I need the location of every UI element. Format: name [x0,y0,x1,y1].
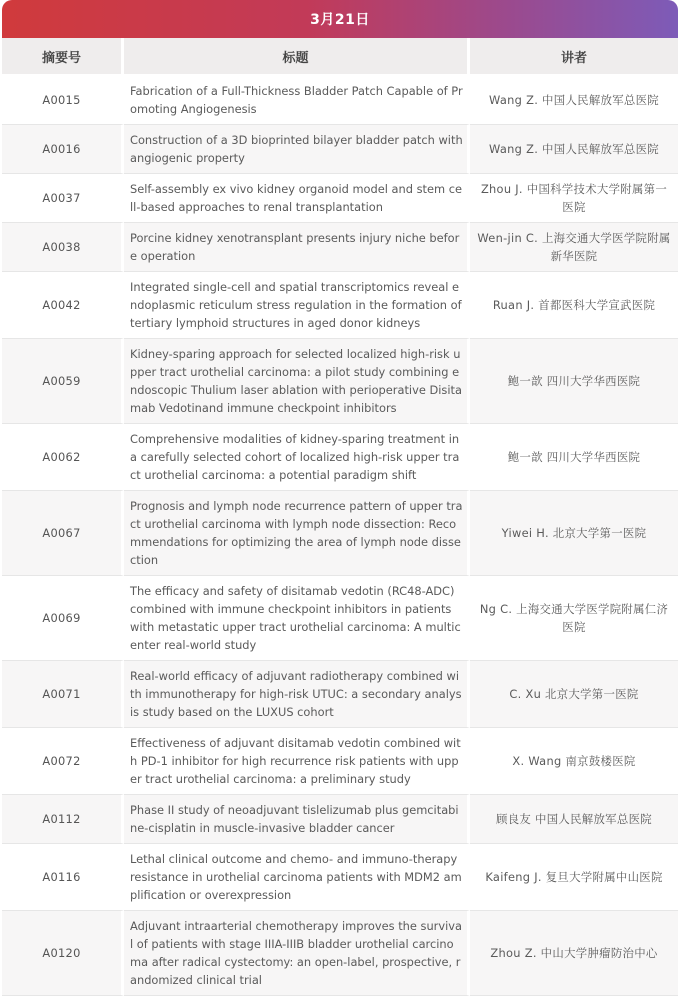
header-row [2,38,678,76]
title-cell: Lethal clinical outcome and chemo- and immuno-therapy resistance in urothelial carcinoma patients with MDM2 amplification or overexpression [124,844,470,911]
speaker-cell: Wang Z. 中国人民解放军总医院 [470,76,678,125]
abstract-id-cell: A0112 [2,795,124,844]
table-row [2,125,678,174]
speaker-cell: Zhou J. 中国科学技术大学附属第一医院 [470,174,678,223]
speaker-cell: Wen-jin C. 上海交通大学医学院附属新华医院 [470,223,678,272]
speaker-cell: Wang Z. 中国人民解放军总医院 [470,125,678,174]
speaker-cell: C. Xu 北京大学第一医院 [470,661,678,728]
title-cell: Adjuvant intraarterial chemotherapy improves the survival of patients with stage IIIA-IIIB bladder urothelial carcinoma after radical cystectomy: an open-label, prospective, randomized clinical trial [124,911,470,996]
abstract-id-cell: A0067 [2,491,124,576]
title-cell: Self-assembly ex vivo kidney organoid model and stem cell-based approaches to renal transplantation [124,174,470,223]
abstract-id-cell: A0071 [2,661,124,728]
table-body [2,76,678,996]
speaker-cell: X. Wang 南京鼓楼医院 [470,728,678,795]
table-row [2,844,678,911]
table-row [2,174,678,223]
table-row [2,424,678,491]
title-cell: Integrated single-cell and spatial transcriptomics reveal endoplasmic reticulum stress regulation in the formation of tertiary lymphoid structures in aged donor kidneys [124,272,470,339]
table-row [2,491,678,576]
speaker-cell: 顾良友 中国人民解放军总医院 [470,795,678,844]
abstract-id-cell: A0038 [2,223,124,272]
abstract-id-cell: A0062 [2,424,124,491]
speaker-cell: 鲍一歆 四川大学华西医院 [470,339,678,424]
header-speaker: 讲者 [470,38,678,76]
title-cell: Porcine kidney xenotransplant presents injury niche before operation [124,223,470,272]
header-title: 标题 [124,38,470,76]
abstract-id-cell: A0069 [2,576,124,661]
abstract-id-cell: A0042 [2,272,124,339]
abstract-id-cell: A0015 [2,76,124,125]
header-abstract-id: 摘要号 [2,38,124,76]
table-row [2,911,678,996]
table-header [2,38,678,76]
abstract-table [2,38,678,996]
speaker-cell: Kaifeng J. 复旦大学附属中山医院 [470,844,678,911]
title-cell: Effectiveness of adjuvant disitamab vedotin combined with PD-1 inhibitor for high recurrence risk patients with upper tract urothelial carcinoma: a preliminary study [124,728,470,795]
table-row [2,272,678,339]
title-cell: Real-world efficacy of adjuvant radiotherapy combined with immunotherapy for high-risk UTUC: a secondary analysis study based on the LUXUS cohort [124,661,470,728]
abstract-id-cell: A0016 [2,125,124,174]
date-banner-label: 3月21日 [310,12,370,28]
title-cell: Kidney-sparing approach for selected localized high-risk upper tract urothelial carcinoma: a pilot study combining endoscopic Thulium laser ablation with perioperative Disitamab Vedotinand immune checkpoint inhibitors [124,339,470,424]
abstract-id-cell: A0120 [2,911,124,996]
table-row [2,576,678,661]
speaker-cell: 鲍一歆 四川大学华西医院 [470,424,678,491]
abstract-id-cell: A0116 [2,844,124,911]
date-banner [2,0,678,38]
table-row [2,661,678,728]
table-row [2,728,678,795]
abstract-id-cell: A0037 [2,174,124,223]
speaker-cell: Yiwei H. 北京大学第一医院 [470,491,678,576]
speaker-cell: Ruan J. 首都医科大学宣武医院 [470,272,678,339]
table-row [2,76,678,125]
title-cell: Fabrication of a Full-Thickness Bladder Patch Capable of Promoting Angiogenesis [124,76,470,125]
abstract-id-cell: A0059 [2,339,124,424]
title-cell: The efficacy and safety of disitamab vedotin (RC48-ADC) combined with immune checkpoint inhibitors in patients with metastatic upper tract urothelial carcinoma: A multicenter real-world study [124,576,470,661]
table-row [2,223,678,272]
speaker-cell: Ng C. 上海交通大学医学院附属仁济医院 [470,576,678,661]
speaker-cell: Zhou Z. 中山大学肿瘤防治中心 [470,911,678,996]
title-cell: Prognosis and lymph node recurrence pattern of upper tract urothelial carcinoma with lymph node dissection: Recommendations for optimizing the area of lymph node dissection [124,491,470,576]
title-cell: Construction of a 3D bioprinted bilayer bladder patch with angiogenic property [124,125,470,174]
table-row [2,795,678,844]
table-row [2,339,678,424]
title-cell: Comprehensive modalities of kidney-sparing treatment in a carefully selected cohort of localized high-risk upper tract urothelial carcinoma: a potential paradigm shift [124,424,470,491]
abstract-id-cell: A0072 [2,728,124,795]
title-cell: Phase II study of neoadjuvant tislelizumab plus gemcitabine-cisplatin in muscle-invasive bladder cancer [124,795,470,844]
